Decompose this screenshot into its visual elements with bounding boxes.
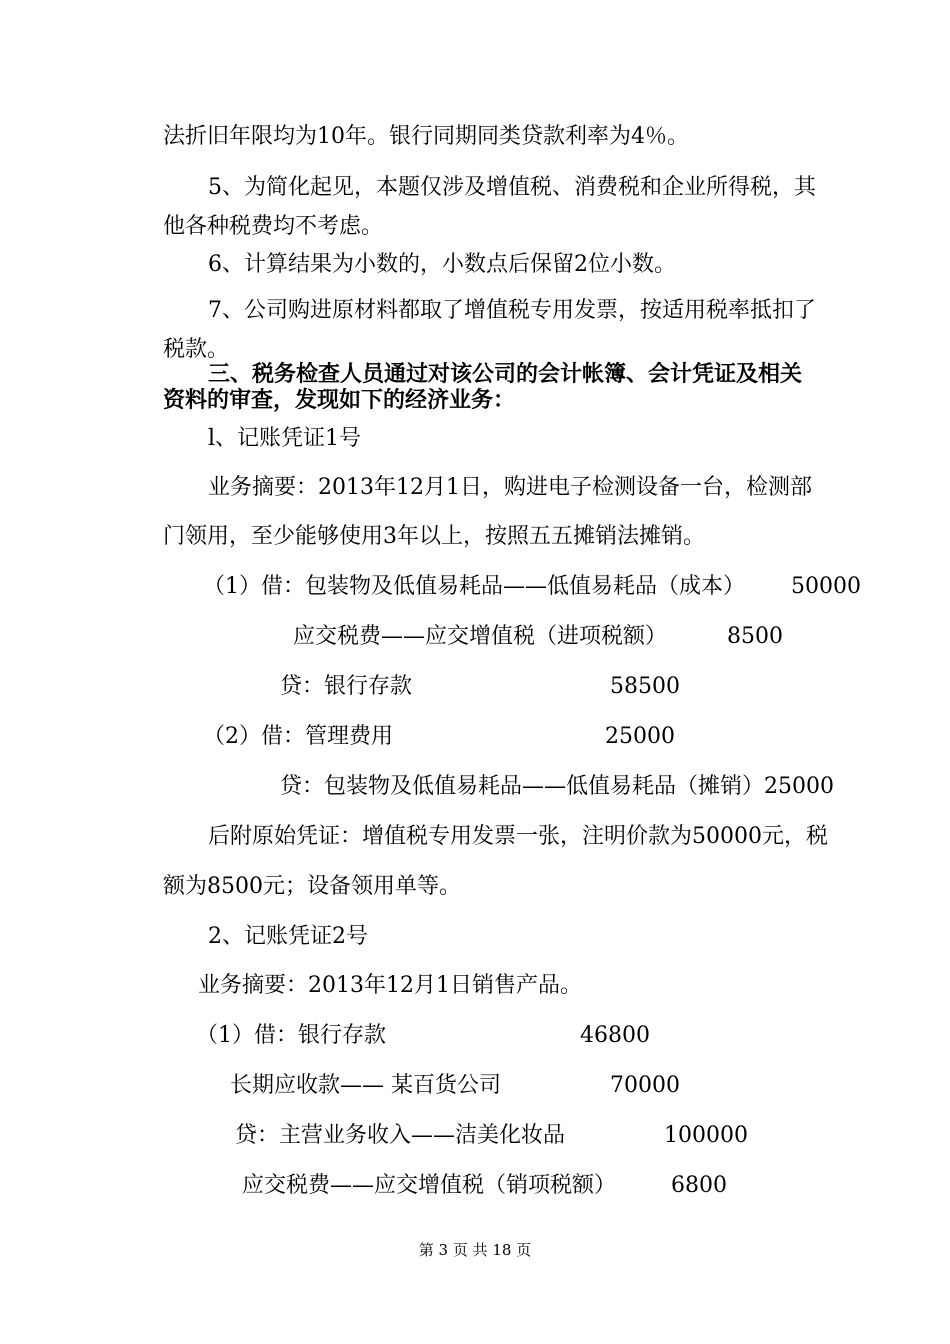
page-number: 第 3 页 共 18 页 <box>418 1241 532 1259</box>
section-heading: 资料的审查，发现如下的经济业务： <box>163 388 516 413</box>
text-line: 7、公司购进原材料都取了增值税专用发票，按适用税率抵扣了 <box>208 298 816 323</box>
journal-amount: 8500 <box>727 624 783 649</box>
journal-amount: 6800 <box>671 1173 727 1198</box>
section-heading: 三、税务检查人员通过对该公司的会计帐簿、会计凭证及相关 <box>208 362 803 387</box>
journal-entry: （2）借：管理费用 <box>203 724 393 749</box>
journal-entry: 贷：银行存款 <box>280 674 413 699</box>
text-line: 门领用，至少能够使用3年以上，按照五五摊销法摊销。 <box>163 524 705 549</box>
journal-entry: （1）借：银行存款 <box>196 1023 386 1048</box>
journal-entry: 贷：包装物及低值易耗品——低值易耗品（摊销）25000 <box>280 774 834 799</box>
journal-entry: 应交税费——应交增值税（销项税额） <box>242 1173 617 1198</box>
journal-amount: 25000 <box>605 724 675 749</box>
text-line: 法折旧年限均为10年。银行同期同类贷款利率为4％。 <box>163 124 689 149</box>
voucher-title: 2、记账凭证2号 <box>208 924 368 949</box>
text-line: 业务摘要：2013年12月1日销售产品。 <box>198 973 582 998</box>
journal-amount: 100000 <box>664 1123 748 1148</box>
journal-entry: 应交税费——应交增值税（进项税额） <box>293 624 668 649</box>
journal-amount: 46800 <box>580 1023 650 1048</box>
text-line: 5、为简化起见，本题仅涉及增值税、消费税和企业所得税，其 <box>208 175 816 200</box>
journal-entry: 贷：主营业务收入——洁美化妆品 <box>235 1123 566 1148</box>
journal-amount: 58500 <box>610 674 680 699</box>
journal-entry: 长期应收款—— 某百货公司 <box>230 1073 501 1098</box>
text-line: 后附原始凭证：增值税专用发票一张，注明价款为50000元，税 <box>208 824 828 849</box>
voucher-title: l、记账凭证1号 <box>208 426 362 451</box>
journal-entry: （1）借：包装物及低值易耗品——低值易耗品（成本） <box>203 574 745 599</box>
journal-amount: 70000 <box>610 1073 680 1098</box>
text-line: 额为8500元；设备领用单等。 <box>163 874 461 899</box>
journal-amount: 50000 <box>791 574 861 599</box>
text-line: 6、计算结果为小数的，小数点后保留2位小数。 <box>208 252 676 277</box>
text-line: 业务摘要：2013年12月1日，购进电子检测设备一台，检测部 <box>208 475 812 500</box>
text-line: 他各种税费均不考虑。 <box>163 214 384 239</box>
text-line: 税款。 <box>163 337 230 362</box>
